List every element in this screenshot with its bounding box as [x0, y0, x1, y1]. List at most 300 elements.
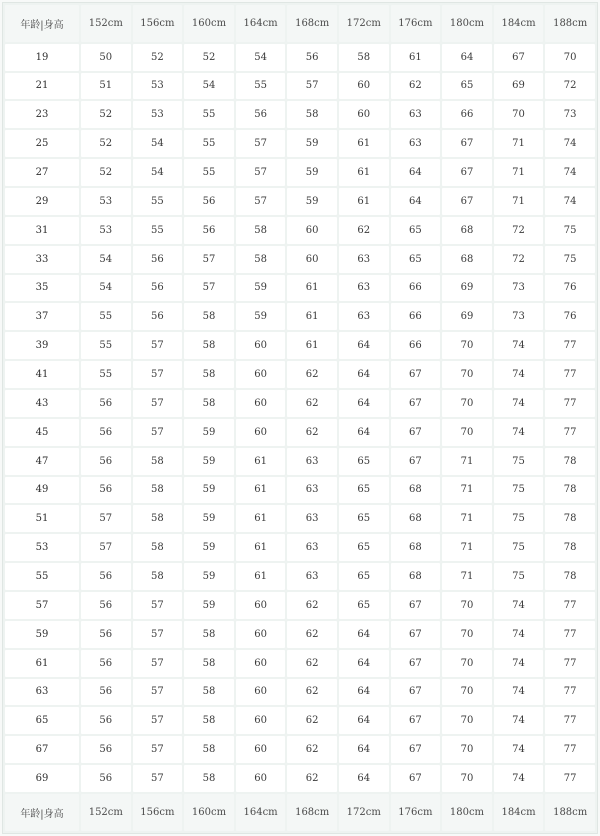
age-cell: 67	[5, 736, 79, 763]
table-row	[5, 159, 595, 186]
weight-cell: 74	[494, 765, 544, 792]
table-row	[5, 246, 595, 273]
table-row	[5, 534, 595, 561]
weight-cell: 66	[391, 303, 441, 330]
weight-cell: 58	[133, 534, 183, 561]
age-cell: 31	[5, 217, 79, 244]
weight-cell: 57	[133, 650, 183, 677]
weight-cell: 59	[184, 534, 234, 561]
table-row	[5, 101, 595, 128]
weight-cell: 58	[133, 477, 183, 504]
weight-cell: 52	[133, 44, 183, 71]
weight-cell: 59	[287, 130, 337, 157]
footer-row	[5, 794, 595, 831]
weight-cell: 56	[81, 765, 131, 792]
weight-cell: 67	[391, 679, 441, 706]
weight-cell: 63	[339, 246, 389, 273]
weight-cell: 65	[339, 563, 389, 590]
weight-cell: 60	[236, 650, 286, 677]
weight-cell: 64	[442, 44, 492, 71]
height-header: 188cm	[545, 5, 595, 42]
weight-cell: 64	[391, 159, 441, 186]
weight-cell: 68	[391, 505, 441, 532]
weight-cell: 57	[133, 707, 183, 734]
weight-cell: 64	[339, 390, 389, 417]
weight-cell: 66	[391, 275, 441, 302]
weight-cell: 67	[442, 188, 492, 215]
height-weight-table	[3, 3, 597, 833]
weight-cell: 57	[236, 159, 286, 186]
age-cell: 19	[5, 44, 79, 71]
height-header: 176cm	[391, 794, 441, 831]
height-header: 156cm	[133, 5, 183, 42]
weight-cell: 77	[545, 419, 595, 446]
weight-cell: 67	[391, 621, 441, 648]
weight-cell: 74	[545, 159, 595, 186]
height-header: 168cm	[287, 794, 337, 831]
weight-cell: 58	[236, 246, 286, 273]
weight-cell: 77	[545, 361, 595, 388]
weight-cell: 56	[81, 563, 131, 590]
table-row	[5, 217, 595, 244]
age-cell: 65	[5, 707, 79, 734]
weight-cell: 64	[339, 707, 389, 734]
weight-cell: 59	[236, 275, 286, 302]
weight-cell: 77	[545, 332, 595, 359]
weight-cell: 54	[133, 130, 183, 157]
age-cell: 43	[5, 390, 79, 417]
weight-cell: 74	[494, 592, 544, 619]
weight-cell: 67	[391, 419, 441, 446]
weight-cell: 65	[339, 448, 389, 475]
table-row	[5, 592, 595, 619]
table-row	[5, 477, 595, 504]
age-cell: 25	[5, 130, 79, 157]
height-header: 160cm	[184, 794, 234, 831]
height-header: 156cm	[133, 794, 183, 831]
weight-cell: 62	[287, 390, 337, 417]
weight-cell: 52	[81, 130, 131, 157]
weight-cell: 77	[545, 679, 595, 706]
weight-cell: 52	[81, 159, 131, 186]
weight-cell: 75	[494, 448, 544, 475]
table-row	[5, 679, 595, 706]
age-cell: 63	[5, 679, 79, 706]
age-cell: 27	[5, 159, 79, 186]
weight-cell: 55	[184, 130, 234, 157]
height-header: 180cm	[442, 5, 492, 42]
weight-cell: 69	[494, 73, 544, 100]
weight-cell: 56	[287, 44, 337, 71]
weight-cell: 53	[81, 217, 131, 244]
weight-cell: 61	[236, 505, 286, 532]
weight-cell: 78	[545, 534, 595, 561]
weight-cell: 56	[81, 419, 131, 446]
weight-cell: 62	[391, 73, 441, 100]
weight-cell: 57	[133, 736, 183, 763]
weight-cell: 58	[133, 505, 183, 532]
weight-cell: 78	[545, 448, 595, 475]
weight-cell: 60	[236, 332, 286, 359]
weight-cell: 71	[442, 448, 492, 475]
table-row	[5, 130, 595, 157]
table-row	[5, 419, 595, 446]
height-header: 180cm	[442, 794, 492, 831]
table-row	[5, 448, 595, 475]
weight-cell: 58	[184, 621, 234, 648]
weight-cell: 57	[184, 246, 234, 273]
weight-cell: 61	[339, 159, 389, 186]
weight-cell: 61	[287, 275, 337, 302]
weight-cell: 64	[339, 650, 389, 677]
weight-cell: 55	[81, 303, 131, 330]
weight-cell: 67	[442, 130, 492, 157]
weight-cell: 64	[339, 679, 389, 706]
weight-cell: 53	[81, 188, 131, 215]
weight-cell: 68	[391, 563, 441, 590]
weight-cell: 67	[391, 592, 441, 619]
weight-cell: 55	[184, 159, 234, 186]
weight-cell: 56	[184, 188, 234, 215]
weight-cell: 56	[81, 650, 131, 677]
weight-cell: 75	[494, 534, 544, 561]
height-header: 168cm	[287, 5, 337, 42]
weight-cell: 68	[391, 477, 441, 504]
weight-cell: 64	[391, 188, 441, 215]
weight-cell: 70	[442, 736, 492, 763]
weight-cell: 65	[339, 477, 389, 504]
weight-cell: 62	[287, 361, 337, 388]
age-cell: 53	[5, 534, 79, 561]
age-cell: 21	[5, 73, 79, 100]
age-cell: 47	[5, 448, 79, 475]
height-header: 164cm	[236, 5, 286, 42]
weight-cell: 75	[494, 563, 544, 590]
weight-cell: 60	[236, 621, 286, 648]
weight-cell: 56	[81, 707, 131, 734]
weight-cell: 63	[339, 275, 389, 302]
weight-cell: 65	[391, 246, 441, 273]
weight-cell: 54	[236, 44, 286, 71]
weight-cell: 63	[287, 563, 337, 590]
weight-cell: 59	[287, 159, 337, 186]
weight-cell: 56	[81, 448, 131, 475]
weight-cell: 57	[236, 130, 286, 157]
weight-cell: 68	[442, 217, 492, 244]
weight-cell: 68	[391, 534, 441, 561]
weight-cell: 62	[287, 736, 337, 763]
age-cell: 61	[5, 650, 79, 677]
weight-cell: 76	[545, 275, 595, 302]
weight-cell: 72	[494, 246, 544, 273]
weight-cell: 67	[391, 650, 441, 677]
weight-cell: 61	[236, 563, 286, 590]
weight-cell: 70	[442, 361, 492, 388]
weight-cell: 72	[545, 73, 595, 100]
table-row	[5, 505, 595, 532]
weight-cell: 61	[236, 534, 286, 561]
height-header: 152cm	[81, 794, 131, 831]
age-cell: 51	[5, 505, 79, 532]
weight-cell: 63	[391, 101, 441, 128]
weight-cell: 53	[133, 73, 183, 100]
weight-cell: 54	[133, 159, 183, 186]
table-row	[5, 390, 595, 417]
weight-cell: 62	[287, 592, 337, 619]
weight-cell: 71	[494, 188, 544, 215]
weight-cell: 56	[133, 275, 183, 302]
weight-cell: 74	[545, 188, 595, 215]
weight-cell: 60	[236, 390, 286, 417]
weight-cell: 67	[442, 159, 492, 186]
table-row	[5, 332, 595, 359]
weight-cell: 74	[494, 707, 544, 734]
age-cell: 49	[5, 477, 79, 504]
weight-cell: 75	[494, 477, 544, 504]
weight-cell: 71	[442, 534, 492, 561]
weight-cell: 67	[391, 707, 441, 734]
weight-cell: 60	[236, 592, 286, 619]
weight-cell: 57	[133, 621, 183, 648]
weight-cell: 59	[184, 419, 234, 446]
weight-cell: 54	[184, 73, 234, 100]
weight-cell: 74	[494, 390, 544, 417]
header-row	[5, 5, 595, 42]
weight-cell: 58	[287, 101, 337, 128]
table-row	[5, 188, 595, 215]
weight-cell: 60	[236, 679, 286, 706]
table-row	[5, 707, 595, 734]
weight-cell: 58	[236, 217, 286, 244]
weight-cell: 56	[133, 246, 183, 273]
weight-cell: 59	[184, 505, 234, 532]
weight-cell: 74	[494, 679, 544, 706]
weight-cell: 57	[133, 419, 183, 446]
weight-cell: 70	[442, 621, 492, 648]
weight-cell: 56	[184, 217, 234, 244]
weight-cell: 75	[545, 246, 595, 273]
table-row	[5, 303, 595, 330]
weight-cell: 54	[81, 246, 131, 273]
height-header: 184cm	[494, 794, 544, 831]
weight-cell: 57	[133, 765, 183, 792]
age-cell: 33	[5, 246, 79, 273]
weight-cell: 58	[184, 332, 234, 359]
weight-cell: 66	[442, 101, 492, 128]
weight-cell: 66	[391, 332, 441, 359]
weight-cell: 70	[545, 44, 595, 71]
weight-cell: 58	[184, 765, 234, 792]
weight-cell: 59	[287, 188, 337, 215]
age-cell: 29	[5, 188, 79, 215]
table-row	[5, 73, 595, 100]
weight-cell: 56	[81, 621, 131, 648]
weight-cell: 74	[494, 621, 544, 648]
weight-cell: 74	[494, 736, 544, 763]
weight-cell: 58	[339, 44, 389, 71]
table-row	[5, 736, 595, 763]
weight-cell: 55	[81, 361, 131, 388]
weight-cell: 64	[339, 621, 389, 648]
weight-cell: 60	[236, 765, 286, 792]
weight-cell: 56	[236, 101, 286, 128]
weight-cell: 62	[287, 621, 337, 648]
weight-cell: 56	[81, 679, 131, 706]
weight-cell: 56	[81, 477, 131, 504]
weight-cell: 56	[81, 736, 131, 763]
weight-cell: 74	[494, 361, 544, 388]
weight-cell: 58	[133, 563, 183, 590]
weight-cell: 71	[494, 130, 544, 157]
weight-cell: 60	[287, 217, 337, 244]
weight-cell: 64	[339, 419, 389, 446]
weight-cell: 70	[442, 765, 492, 792]
weight-cell: 75	[545, 217, 595, 244]
table-row	[5, 650, 595, 677]
weight-cell: 61	[287, 303, 337, 330]
weight-cell: 65	[391, 217, 441, 244]
height-header: 152cm	[81, 5, 131, 42]
weight-cell: 57	[133, 679, 183, 706]
weight-cell: 77	[545, 736, 595, 763]
weight-cell: 52	[81, 101, 131, 128]
weight-cell: 70	[442, 650, 492, 677]
weight-cell: 67	[494, 44, 544, 71]
weight-cell: 63	[287, 477, 337, 504]
weight-cell: 59	[184, 563, 234, 590]
weight-cell: 78	[545, 505, 595, 532]
weight-cell: 59	[184, 448, 234, 475]
weight-cell: 58	[184, 650, 234, 677]
weight-cell: 55	[133, 217, 183, 244]
weight-cell: 62	[287, 679, 337, 706]
weight-cell: 77	[545, 390, 595, 417]
age-cell: 39	[5, 332, 79, 359]
weight-cell: 57	[81, 505, 131, 532]
weight-cell: 60	[236, 736, 286, 763]
table-row	[5, 275, 595, 302]
weight-cell: 70	[442, 592, 492, 619]
weight-cell: 61	[236, 448, 286, 475]
table-row	[5, 361, 595, 388]
weight-cell: 57	[133, 332, 183, 359]
weight-cell: 58	[184, 707, 234, 734]
weight-cell: 57	[81, 534, 131, 561]
weight-cell: 54	[81, 275, 131, 302]
age-cell: 35	[5, 275, 79, 302]
weight-cell: 70	[442, 679, 492, 706]
weight-cell: 77	[545, 621, 595, 648]
weight-cell: 60	[236, 419, 286, 446]
weight-cell: 74	[494, 332, 544, 359]
weight-cell: 56	[133, 303, 183, 330]
weight-cell: 74	[494, 650, 544, 677]
weight-cell: 63	[339, 303, 389, 330]
weight-cell: 68	[442, 246, 492, 273]
weight-cell: 69	[442, 275, 492, 302]
weight-cell: 72	[494, 217, 544, 244]
weight-cell: 58	[184, 679, 234, 706]
age-cell: 57	[5, 592, 79, 619]
height-header: 172cm	[339, 5, 389, 42]
weight-cell: 56	[81, 390, 131, 417]
weight-cell: 55	[133, 188, 183, 215]
weight-cell: 55	[236, 73, 286, 100]
weight-cell: 70	[442, 707, 492, 734]
age-cell: 59	[5, 621, 79, 648]
weight-cell: 65	[442, 73, 492, 100]
weight-cell: 69	[442, 303, 492, 330]
weight-cell: 52	[184, 44, 234, 71]
weight-cell: 55	[81, 332, 131, 359]
age-cell: 23	[5, 101, 79, 128]
height-header: 176cm	[391, 5, 441, 42]
weight-cell: 65	[339, 505, 389, 532]
weight-cell: 64	[339, 765, 389, 792]
weight-cell: 65	[339, 592, 389, 619]
weight-cell: 64	[339, 361, 389, 388]
weight-cell: 50	[81, 44, 131, 71]
weight-cell: 71	[442, 563, 492, 590]
age-cell: 45	[5, 419, 79, 446]
weight-cell: 70	[442, 332, 492, 359]
weight-cell: 77	[545, 592, 595, 619]
weight-cell: 60	[339, 101, 389, 128]
weight-cell: 67	[391, 361, 441, 388]
weight-cell: 70	[442, 419, 492, 446]
weight-cell: 58	[184, 736, 234, 763]
age-cell: 69	[5, 765, 79, 792]
weight-cell: 62	[287, 765, 337, 792]
weight-cell: 57	[133, 361, 183, 388]
age-cell: 55	[5, 563, 79, 590]
weight-cell: 64	[339, 332, 389, 359]
age-cell: 41	[5, 361, 79, 388]
weight-cell: 77	[545, 650, 595, 677]
weight-cell: 57	[133, 390, 183, 417]
weight-cell: 58	[184, 390, 234, 417]
weight-cell: 61	[287, 332, 337, 359]
height-header: 160cm	[184, 5, 234, 42]
weight-cell: 61	[391, 44, 441, 71]
weight-cell: 62	[287, 419, 337, 446]
weight-cell: 67	[391, 448, 441, 475]
weight-cell: 75	[494, 505, 544, 532]
weight-cell: 70	[442, 390, 492, 417]
weight-cell: 57	[133, 592, 183, 619]
table-row	[5, 563, 595, 590]
weight-cell: 77	[545, 707, 595, 734]
weight-cell: 57	[287, 73, 337, 100]
height-header: 188cm	[545, 794, 595, 831]
weight-cell: 77	[545, 765, 595, 792]
weight-cell: 62	[287, 650, 337, 677]
weight-cell: 61	[236, 477, 286, 504]
weight-cell: 76	[545, 303, 595, 330]
weight-cell: 73	[494, 275, 544, 302]
weight-cell: 71	[494, 159, 544, 186]
weight-cell: 64	[339, 736, 389, 763]
table-body	[5, 5, 595, 831]
weight-cell: 60	[236, 361, 286, 388]
height-header: 172cm	[339, 794, 389, 831]
weight-cell: 58	[184, 303, 234, 330]
age-cell: 37	[5, 303, 79, 330]
weight-cell: 71	[442, 477, 492, 504]
table-row	[5, 621, 595, 648]
weight-cell: 58	[133, 448, 183, 475]
weight-cell: 57	[236, 188, 286, 215]
